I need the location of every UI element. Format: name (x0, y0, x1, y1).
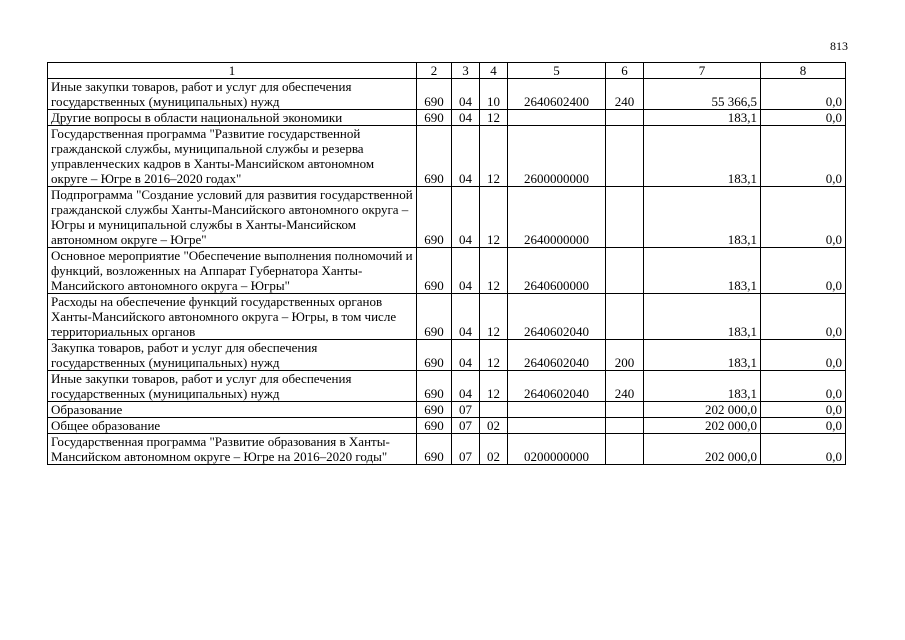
cell-csr: 0200000000 (508, 434, 606, 465)
cell-amount-2: 0,0 (761, 418, 846, 434)
cell-ved: 690 (417, 126, 452, 187)
cell-amount-2: 0,0 (761, 110, 846, 126)
cell-amount: 183,1 (644, 187, 761, 248)
cell-amount-2: 0,0 (761, 79, 846, 110)
row-name: Общее образование (48, 418, 417, 434)
cell-rz: 07 (452, 434, 480, 465)
column-header: 1 (48, 63, 417, 79)
cell-vr (606, 402, 644, 418)
cell-ved: 690 (417, 294, 452, 340)
cell-amount-2: 0,0 (761, 126, 846, 187)
cell-rz: 04 (452, 340, 480, 371)
row-name: Расходы на обеспечение функций государственных органов Ханты-Мансийского автономного округа – Югры, в том числе территориальных органов (48, 294, 417, 340)
table-row (48, 126, 846, 187)
cell-amount: 183,1 (644, 371, 761, 402)
column-header: 6 (606, 63, 644, 79)
row-name: Иные закупки товаров, работ и услуг для обеспечения государственных (муниципальных) нужд (48, 79, 417, 110)
table-row (48, 79, 846, 110)
cell-ved: 690 (417, 402, 452, 418)
column-header: 8 (761, 63, 846, 79)
cell-rz: 04 (452, 126, 480, 187)
cell-ved: 690 (417, 340, 452, 371)
cell-pr: 12 (480, 126, 508, 187)
cell-rz: 04 (452, 294, 480, 340)
table-row (48, 418, 846, 434)
cell-vr (606, 110, 644, 126)
cell-amount-2: 0,0 (761, 371, 846, 402)
cell-csr: 2640602040 (508, 371, 606, 402)
cell-csr: 2640602040 (508, 294, 606, 340)
row-name: Образование (48, 402, 417, 418)
cell-rz: 04 (452, 110, 480, 126)
row-name: Другие вопросы в области национальной экономики (48, 110, 417, 126)
cell-rz: 04 (452, 248, 480, 294)
cell-pr: 12 (480, 187, 508, 248)
cell-amount: 183,1 (644, 340, 761, 371)
cell-amount-2: 0,0 (761, 248, 846, 294)
cell-vr: 240 (606, 79, 644, 110)
row-name: Государственная программа "Развитие образования в Ханты-Мансийском автономном округе – Югре на 2016–2020 годы" (48, 434, 417, 465)
cell-rz: 04 (452, 79, 480, 110)
cell-csr (508, 110, 606, 126)
cell-pr: 02 (480, 418, 508, 434)
cell-vr (606, 294, 644, 340)
cell-csr (508, 402, 606, 418)
cell-pr: 10 (480, 79, 508, 110)
cell-csr: 2640602400 (508, 79, 606, 110)
cell-amount-2: 0,0 (761, 434, 846, 465)
row-name: Основное мероприятие "Обеспечение выполнения полномочий и функций, возложенных на Аппарат Губернатора Ханты-Мансийского автономного округа – Югры" (48, 248, 417, 294)
column-header: 2 (417, 63, 452, 79)
cell-ved: 690 (417, 110, 452, 126)
cell-amount-2: 0,0 (761, 340, 846, 371)
cell-amount: 183,1 (644, 110, 761, 126)
cell-ved: 690 (417, 187, 452, 248)
cell-ved: 690 (417, 79, 452, 110)
row-name: Подпрограмма "Создание условий для развития государственной гражданской службы Ханты-Мансийского автономного округа – Югры и муниципальной службы в Ханты-Мансийском автономном округе – Югре" (48, 187, 417, 248)
cell-csr (508, 418, 606, 434)
cell-amount: 183,1 (644, 248, 761, 294)
column-header: 3 (452, 63, 480, 79)
table-row (48, 340, 846, 371)
cell-pr (480, 402, 508, 418)
column-header: 4 (480, 63, 508, 79)
column-header: 5 (508, 63, 606, 79)
cell-vr (606, 434, 644, 465)
cell-rz: 04 (452, 371, 480, 402)
cell-pr: 12 (480, 371, 508, 402)
cell-csr: 2640000000 (508, 187, 606, 248)
cell-amount: 55 366,5 (644, 79, 761, 110)
cell-vr (606, 187, 644, 248)
cell-rz: 07 (452, 402, 480, 418)
cell-amount-2: 0,0 (761, 402, 846, 418)
cell-vr: 200 (606, 340, 644, 371)
page-number: 813 (830, 39, 848, 53)
table-row (48, 187, 846, 248)
column-header: 7 (644, 63, 761, 79)
row-name: Государственная программа "Развитие государственной гражданской службы, муниципальной службы и резерва управленческих кадров в Ханты-Мансийском автономном округе – Югре в 2016–2020 годах" (48, 126, 417, 187)
table-row (48, 110, 846, 126)
cell-pr: 12 (480, 340, 508, 371)
cell-amount: 183,1 (644, 126, 761, 187)
cell-amount: 202 000,0 (644, 402, 761, 418)
cell-pr: 12 (480, 248, 508, 294)
row-name: Иные закупки товаров, работ и услуг для обеспечения государственных (муниципальных) нужд (48, 371, 417, 402)
cell-vr (606, 418, 644, 434)
cell-vr (606, 248, 644, 294)
cell-pr: 12 (480, 294, 508, 340)
table-body (48, 79, 846, 465)
cell-ved: 690 (417, 248, 452, 294)
cell-ved: 690 (417, 434, 452, 465)
cell-csr: 2640600000 (508, 248, 606, 294)
header-row (48, 63, 846, 79)
cell-pr: 12 (480, 110, 508, 126)
cell-rz: 07 (452, 418, 480, 434)
cell-amount: 202 000,0 (644, 434, 761, 465)
cell-amount: 183,1 (644, 294, 761, 340)
table-row (48, 248, 846, 294)
cell-amount-2: 0,0 (761, 294, 846, 340)
table-row (48, 371, 846, 402)
table-row (48, 402, 846, 418)
table-row (48, 434, 846, 465)
cell-amount: 202 000,0 (644, 418, 761, 434)
row-name: Закупка товаров, работ и услуг для обеспечения государственных (муниципальных) нужд (48, 340, 417, 371)
cell-ved: 690 (417, 418, 452, 434)
cell-pr: 02 (480, 434, 508, 465)
cell-rz: 04 (452, 187, 480, 248)
cell-vr (606, 126, 644, 187)
cell-csr: 2600000000 (508, 126, 606, 187)
table-row (48, 294, 846, 340)
cell-amount-2: 0,0 (761, 187, 846, 248)
cell-ved: 690 (417, 371, 452, 402)
cell-vr: 240 (606, 371, 644, 402)
cell-csr: 2640602040 (508, 340, 606, 371)
budget-table (47, 62, 846, 465)
